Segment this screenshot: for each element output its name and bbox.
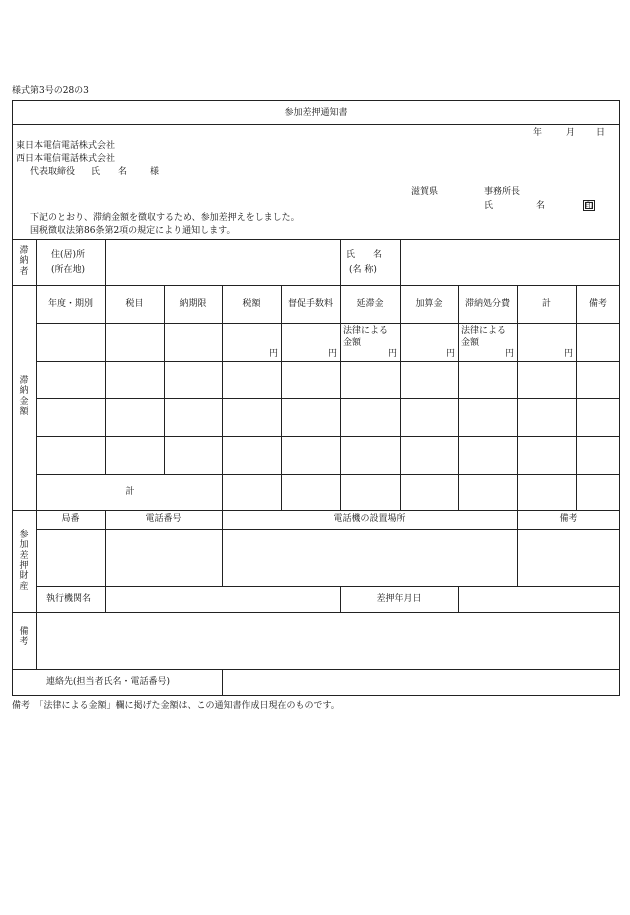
divider [12, 669, 620, 670]
yen-total: 円 [563, 349, 573, 359]
divider [33, 670, 39, 695]
date-year: 年 [533, 128, 543, 138]
legal-amount-note-disposition: 法律による 金額 [461, 326, 507, 348]
divider [12, 124, 620, 125]
divider [105, 239, 106, 285]
sender-office: 事務所長 [484, 187, 521, 197]
divider [36, 398, 620, 399]
divider [36, 323, 620, 324]
yen-delinquency-charge: 円 [387, 349, 397, 359]
legal-amount-note-delinquency: 法律による 金額 [343, 326, 389, 348]
remarks-section-label: 備 考 [19, 627, 29, 648]
total-row-label: 計 [125, 487, 135, 497]
taxpayer-address-sub: (所在地) [51, 265, 86, 275]
contact-label: 連絡先(担当者氏名・電話番号) [46, 677, 171, 687]
property-section-label: 参 加 差 押 財 産 [19, 530, 29, 592]
header-installation-location: 電話機の設置場所 [333, 514, 406, 524]
header-disposition-cost: 滞納処分費 [464, 299, 510, 309]
taxpayer-name-sub: (名 称) [349, 265, 377, 275]
body-text-2: 国税徴収法第86条第2項の規定により通知します。 [30, 226, 236, 236]
divider [12, 239, 620, 240]
form-title: 参加差押通知書 [284, 108, 348, 118]
divider [36, 361, 620, 362]
yen-tax-amount: 円 [268, 349, 278, 359]
header-phone-number: 電話番号 [145, 514, 182, 524]
divider [36, 436, 620, 437]
taxpayer-name-label: 氏 名 [346, 250, 383, 260]
representative-role: 代表取締役 [30, 167, 76, 177]
divider [12, 285, 620, 286]
header-additional-tax: 加算金 [415, 299, 443, 309]
form-number: 様式第3号の28の3 [12, 86, 89, 96]
date-month: 月 [566, 128, 576, 138]
addressee-west: 西日本電信電話株式会社 [16, 154, 116, 164]
representative-honorific: 様 [150, 167, 160, 177]
header-reminder-fee: 督促手数料 [287, 299, 333, 309]
header-property-remarks: 備考 [559, 514, 578, 524]
footnote: 備考 「法律による金額」欄に掲げた金額は、この通知書作成日現在のものです。 [12, 701, 340, 711]
amount-section-label: 滞 納 金 額 [19, 376, 29, 418]
header-delinquency-charge: 延滞金 [356, 299, 384, 309]
divider [458, 586, 459, 612]
representative-name-label: 氏 名 [91, 167, 128, 177]
taxpayer-section-label: 滞 納 者 [19, 246, 29, 277]
divider [36, 474, 620, 475]
body-text-1: 下記のとおり、滞納金額を徴収するため、参加差押えをしました。 [30, 213, 300, 223]
divider [12, 612, 620, 613]
taxpayer-address-label: 住(居)所 [51, 250, 86, 260]
divider [340, 239, 341, 285]
sender-prefecture: 滋賀県 [411, 187, 439, 197]
date-day: 日 [596, 128, 606, 138]
seal-stamp: 印 [585, 201, 593, 210]
enforcement-agency-label: 執行機関名 [46, 594, 92, 604]
header-remarks: 備考 [588, 299, 607, 309]
header-fiscal-period: 年度・期別 [47, 299, 93, 309]
yen-additional-tax: 円 [445, 349, 455, 359]
addressee-east: 東日本電信電話株式会社 [16, 141, 116, 151]
divider [105, 285, 106, 474]
header-due-date: 納期限 [179, 299, 207, 309]
yen-disposition-cost: 円 [504, 349, 514, 359]
divider [36, 529, 620, 530]
sender-name-label-2: 名 [536, 201, 546, 211]
header-exchange-code: 局番 [61, 514, 80, 524]
divider [222, 669, 223, 696]
header-tax-amount: 税額 [242, 299, 261, 309]
header-total: 計 [541, 299, 551, 309]
seizure-date-label: 差押年月日 [376, 594, 422, 604]
header-tax-item: 税目 [125, 299, 144, 309]
divider [400, 239, 401, 285]
divider [12, 510, 620, 511]
sender-name-label-1: 氏 [484, 201, 494, 211]
divider [105, 510, 106, 612]
divider [164, 285, 165, 474]
divider [36, 586, 620, 587]
yen-reminder-fee: 円 [327, 349, 337, 359]
